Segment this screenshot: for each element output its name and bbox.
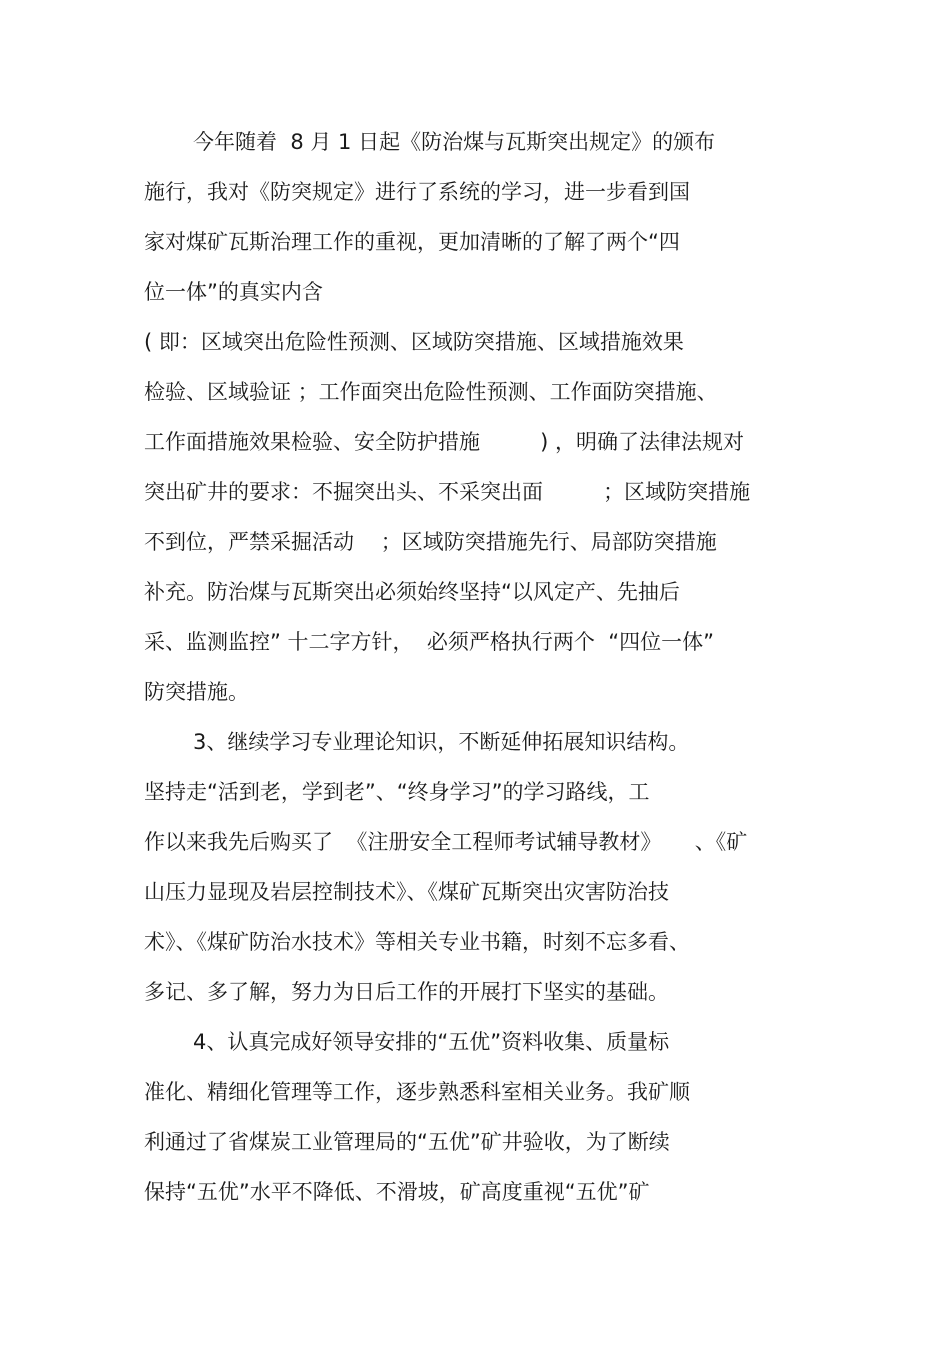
text-line: 采、监测监控” 十二字方针， 必须严格执行两个 “四位一体” [144,630,715,654]
text-line: 山压力显现及岩层控制技术》、《煤矿瓦斯突出灾害防治技 [144,880,669,904]
text-line: 位一体”的真实内含 [144,280,323,304]
text-line: 施行，我对《防突规定》进行了系统的学习，进一步看到国 [144,180,690,204]
text-line: ( 即：区域突出危险性预测、区域防突措施、区域措施效果 [144,330,684,354]
text-line: 保持“五优”水平不降低、不滑坡，矿高度重视“五优”矿 [144,1180,650,1204]
text-line: 突出矿井的要求：不掘突出头、不采突出面 ；区域防突措施 [144,480,751,504]
text-line: 多记、多了解，努力为日后工作的开展打下坚实的基础。 [144,980,669,1004]
text-line: 补充。防治煤与瓦斯突出必须始终坚持“以风定产、先抽后 [144,580,680,604]
text-line: 坚持走“活到老，学到老”、“终身学习”的学习路线，工 [144,780,650,804]
text-line: 3、继续学习专业理论知识，不断延伸拓展知识结构。 [193,730,690,754]
text-line: 家对煤矿瓦斯治理工作的重视，更加清晰的了解了两个“四 [144,230,680,254]
text-line: 今年随着 8 月 1 日起《防治煤与瓦斯突出规定》的颁布 [193,130,716,154]
text-line: 4、认真完成好领导安排的“五优”资料收集、质量标 [193,1030,670,1054]
text-line: 利通过了省煤炭工业管理局的“五优”矿井验收，为了断续 [144,1130,670,1154]
text-line: 作以来我先后购买了 《注册安全工程师考试辅导教材》 、《矿 [144,830,748,854]
text-line: 防突措施。 [144,680,249,704]
text-line: 工作面措施效果检验、安全防护措施 ) ，明确了法律法规对 [144,430,744,454]
text-line: 检验、区域验证 ；工作面突出危险性预测、工作面防突措施、 [144,380,718,404]
text-line: 准化、精细化管理等工作，逐步熟悉科室相关业务。我矿顺 [144,1080,690,1104]
text-line: 术》、《煤矿防治水技术》等相关专业书籍，时刻不忘多看、 [144,930,690,954]
text-line: 不到位，严禁采掘活动 ；区域防突措施先行、局部防突措施 [144,530,717,554]
